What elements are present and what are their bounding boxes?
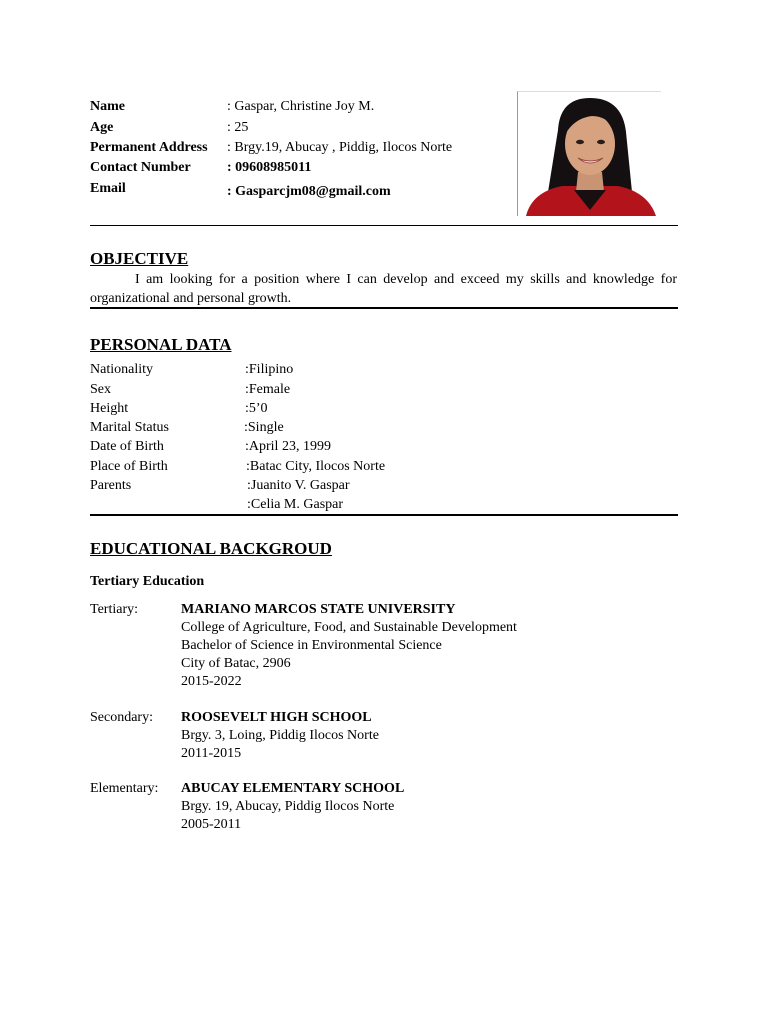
parents-label: Parents (90, 478, 132, 493)
education-level-label: Tertiary: (90, 602, 138, 617)
name-value: : Gaspar, Christine Joy M. (227, 99, 375, 114)
age-label: Age (90, 120, 114, 135)
sex-label: Sex (90, 382, 111, 397)
header-divider (90, 225, 678, 226)
address-label: Permanent Address (90, 140, 208, 155)
email-value: : Gasparcjm08@gmail.com (227, 184, 391, 199)
school-name: ABUCAY ELEMENTARY SCHOOL (181, 781, 405, 796)
name-label: Name (90, 99, 125, 114)
place-of-birth-value: :Batac City, Ilocos Norte (246, 459, 386, 474)
education-detail-line: City of Batac, 2906 (181, 656, 291, 671)
nationality-label: Nationality (90, 362, 153, 377)
marital-status-label: Marital Status (90, 420, 169, 435)
education-subtitle: Tertiary Education (90, 574, 205, 589)
marital-status-value: :Single (244, 420, 284, 435)
profile-photo-image (518, 92, 661, 216)
date-of-birth-label: Date of Birth (90, 439, 164, 454)
school-name: MARIANO MARCOS STATE UNIVERSITY (181, 602, 456, 617)
objective-text: I am looking for a position where I can develop and exceed my skills and knowledge for organizational and personal growth. (90, 272, 677, 306)
personal-data-title: PERSONAL DATA (90, 335, 232, 354)
school-name: ROOSEVELT HIGH SCHOOL (181, 710, 372, 725)
parent-mother-value: :Celia M. Gaspar (247, 497, 344, 512)
education-level-label: Elementary: (90, 781, 159, 796)
address-value: : Brgy.19, Abucay , Piddig, Ilocos Norte (227, 140, 453, 155)
nationality-value: :Filipino (245, 362, 294, 377)
place-of-birth-label: Place of Birth (90, 459, 168, 474)
education-detail-line: Brgy. 19, Abucay, Piddig Ilocos Norte (181, 799, 395, 814)
education-title: EDUCATIONAL BACKGROUD (90, 539, 332, 558)
height-label: Height (90, 401, 129, 416)
education-detail-line: 2005-2011 (181, 817, 242, 832)
contact-value: : 09608985011 (227, 160, 312, 175)
email-label: Email (90, 181, 126, 196)
height-value: :5’0 (245, 401, 268, 416)
objective-divider (90, 307, 678, 309)
age-value: : 25 (227, 120, 249, 135)
contact-label: Contact Number (90, 160, 191, 175)
education-detail-line: Brgy. 3, Loing, Piddig Ilocos Norte (181, 728, 379, 743)
education-detail-line: Bachelor of Science in Environmental Science (181, 638, 442, 653)
education-details (181, 601, 517, 691)
personal-data-divider (90, 514, 678, 516)
parent-father-value: :Juanito V. Gaspar (247, 478, 350, 493)
education-detail-line: 2015-2022 (181, 674, 242, 689)
sex-value: :Female (245, 382, 291, 397)
education-details (181, 780, 404, 834)
education-details (181, 709, 379, 763)
date-of-birth-value: :April 23, 1999 (245, 439, 331, 454)
education-level-label: Secondary: (90, 710, 153, 725)
profile-photo (517, 91, 661, 216)
objective-title: OBJECTIVE (90, 249, 189, 268)
education-detail-line: College of Agriculture, Food, and Sustainable Development (181, 620, 517, 635)
education-detail-line: 2011-2015 (181, 746, 242, 761)
